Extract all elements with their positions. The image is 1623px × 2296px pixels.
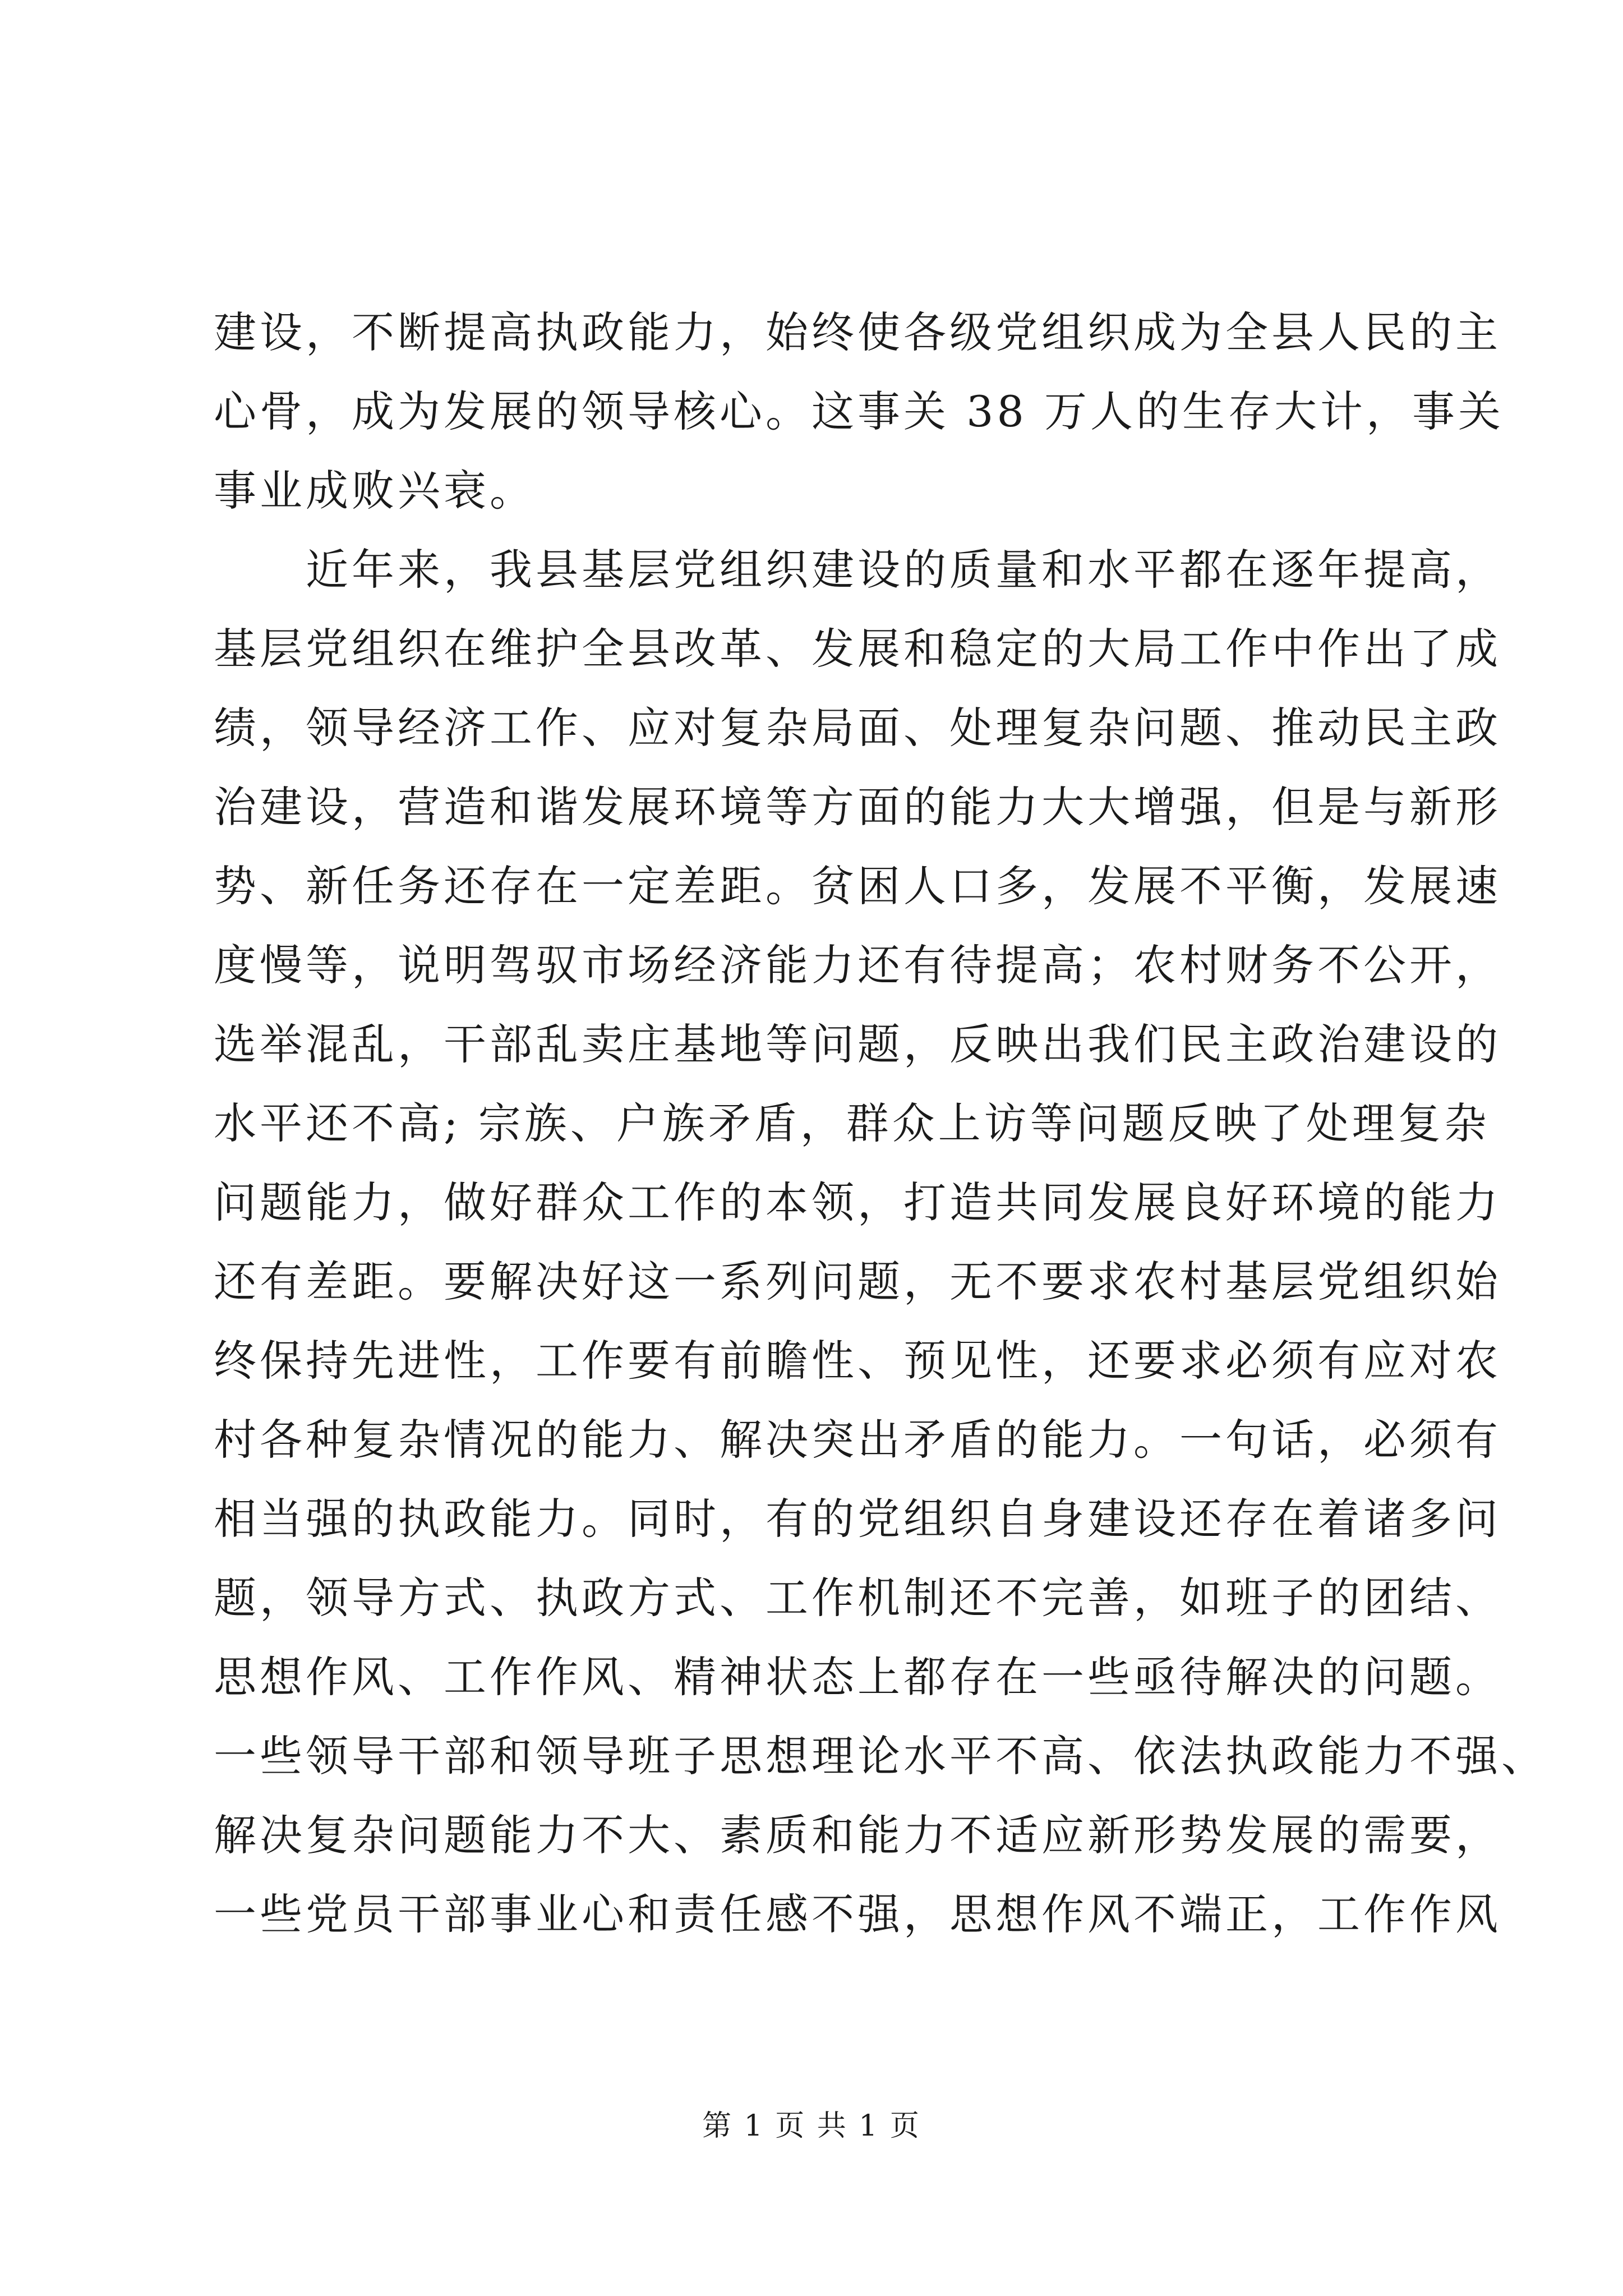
text-line: 治建设，营造和谐发展环境等方面的能力大大增强，但是与新形 xyxy=(214,782,1501,832)
paragraph-2 xyxy=(214,530,1547,1954)
text-line: 事业成败兴衰。 xyxy=(214,466,536,516)
text-line: 相当强的执政能力。同时，有的党组织自身建设还存在着诸多问 xyxy=(214,1494,1501,1544)
text-line: 近年来，我县基层党组织建设的质量和水平都在逐年提高， xyxy=(214,545,1501,595)
text-line: 解决复杂问题能力不大、素质和能力不适应新形势发展的需要， xyxy=(214,1810,1501,1860)
document-body xyxy=(214,293,1547,1954)
text-line: 一些领导干部和领导班子思想理论水平不高、依法执政能力不强、 xyxy=(214,1731,1547,1781)
text-line: 终保持先进性，工作要有前瞻性、预见性，还要求必须有应对农 xyxy=(214,1336,1501,1386)
text-line: 选举混乱，干部乱卖庄基地等问题，反映出我们民主政治建设的 xyxy=(214,1019,1501,1069)
page-footer xyxy=(0,2102,1623,2144)
text-line: 绩，领导经济工作、应对复杂局面、处理复杂问题、推动民主政 xyxy=(214,703,1501,753)
paragraph-1 xyxy=(214,293,1505,530)
text-line: 度慢等，说明驾驭市场经济能力还有待提高；农村财务不公开， xyxy=(214,940,1501,990)
text-line: 水平还不高; 宗族、户族矛盾，群众上访等问题反映了处理复杂 xyxy=(214,1098,1490,1148)
text-line: 题，领导方式、执政方式、工作机制还不完善，如班子的团结、 xyxy=(214,1573,1501,1623)
text-line: 心骨，成为发展的领导核心。这事关 38 万人的生存大计，事关 xyxy=(214,386,1505,436)
text-line: 村各种复杂情况的能力、解决突出矛盾的能力。一句话，必须有 xyxy=(214,1415,1501,1465)
text-line: 还有差距。要解决好这一系列问题，无不要求农村基层党组织始 xyxy=(214,1257,1501,1306)
text-line: 问题能力，做好群众工作的本领，打造共同发展良好环境的能力 xyxy=(214,1177,1501,1227)
page-number: 第 1 页 共 1 页 xyxy=(702,2109,921,2143)
text-line: 基层党组织在维护全县改革、发展和稳定的大局工作中作出了成 xyxy=(214,624,1501,674)
text-line: 势、新任务还存在一定差距。贫困人口多，发展不平衡，发展速 xyxy=(214,861,1501,911)
text-line: 思想作风、工作作风、精神状态上都存在一些亟待解决的问题。 xyxy=(214,1652,1501,1702)
text-line: 建设，不断提高执政能力，始终使各级党组织成为全县人民的主 xyxy=(214,307,1501,357)
text-line: 一些党员干部事业心和责任感不强，思想作风不端正，工作作风 xyxy=(214,1889,1501,1939)
